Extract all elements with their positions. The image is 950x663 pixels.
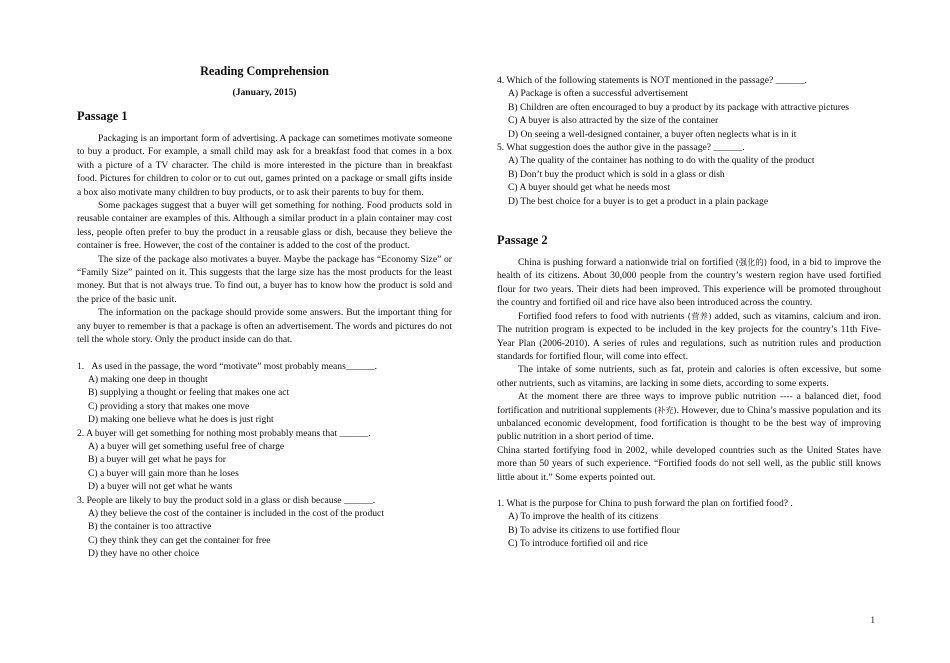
question-5-option-b: B) Don’t buy the product which is sold in a glass or dish	[508, 168, 725, 180]
passage-2-question-1-option-c: C) To introduce fortified oil and rice	[508, 538, 648, 550]
passage-2-paragraph-5: China started fortifying food in 2002, while developed countries such as the United States have more than 50 years of such experience. “Fortified foods do not sell well, as the public still knows little about it.” Some experts pointed out.	[497, 444, 881, 483]
question-2-option-a: A) a buyer will get something useful free of charge	[88, 440, 285, 452]
question-1-option-c: C) providing a story that makes one move	[88, 400, 250, 412]
question-4-option-b: B) Children are often encouraged to buy a product by its package with attractive pictures	[508, 101, 849, 113]
p2-para1-gloss: (强化的)	[735, 258, 768, 268]
question-1-option-b: B) supplying a thought or feeling that makes one act	[88, 387, 290, 399]
p2-para2-text-a: Fortified food refers to food with nutrients	[518, 310, 688, 322]
p2-para4-gloss: (补充)	[654, 405, 677, 415]
passage-1-heading: Passage 1	[77, 109, 128, 123]
page-date: (January, 2015)	[232, 87, 297, 98]
passage-2-question-1: 1. What is the purpose for China to push forward the plan on fortified food? .	[497, 497, 793, 509]
question-1-option-a: A) making one deep in thought	[88, 373, 208, 385]
question-2-option-c: C) a buyer will gain more than he loses	[88, 467, 239, 479]
question-3-option-a: A) they believe the cost of the container is included in the cost of the product	[88, 507, 384, 519]
passage-1-paragraph-2: Some packages suggest that a buyer will get something for nothing. Food products sold in reusable container are examples of this. Although a similar product in a plain container may cost less, people often prefer to buy the product in a reusable glass or dish, because they believe the container is free. However, the cost of the container is added to the cost of the product.	[77, 200, 452, 252]
left-column	[77, 62, 452, 561]
question-3-option-c: C) they think they can get the container for free	[88, 534, 271, 546]
passage-2-paragraph-4	[497, 390, 881, 444]
passage-2-paragraph-3: The intake of some nutrients, such as fat, protein and calories is often excessive, but some other nutrients, such as vitamins, are lacking in some diets, according to some experts.	[497, 364, 881, 389]
question-5-option-c: C) A buyer should get what he needs most	[508, 182, 671, 194]
question-1: 1. As used in the passage, the word “motivate” most probably means______.	[77, 360, 378, 372]
question-2: 2. A buyer will get something for nothing most probably means that ______.	[77, 427, 371, 439]
passage-2-question-1-option-a: A) To improve the health of its citizens	[508, 511, 659, 523]
p2-para2-text-b: added, such as vitamins, calcium and iron. The nutrition program is expected to be included in the key projects for the country’s 11th Five-Year Plan (2006-2010). A series of rules and regulations, such as nutrition rules and production standards for fortified flour, will come into effect.	[497, 310, 881, 362]
question-4-option-d: D) On seeing a well-designed container, a buyer often neglects what is in it	[508, 128, 797, 140]
passage-2-questions	[497, 497, 881, 551]
passage-2-heading: Passage 2	[497, 233, 548, 248]
passage-1-paragraph-3: The size of the package also motivates a buyer. Maybe the package has “Economy Size” or “Family Size” painted on it. This suggests that the large size has the most products for the least money. But that is not always true. To find out, a buyer has to know how the product is sold and the price of the basic unit.	[77, 253, 452, 305]
p2-para1-text-b: food, in a bid to improve the health of its citizens. About 30,000 people from the country’s western region have used fortified flour for two years. Their diets had been improved. This experience will be promoted throughout the country and fortified oil and rice have also been introduced across the country.	[497, 257, 881, 309]
question-2-option-d: D) a buyer will not get what he wants	[88, 481, 233, 493]
passage-2-paragraph-1	[497, 256, 881, 310]
question-3-option-b: B) the container is too attractive	[88, 521, 212, 533]
p2-para2-gloss: (营养)	[687, 311, 712, 321]
passage-1-questions	[77, 360, 452, 561]
question-1-option-d: D) making one believe what he does is just right	[88, 414, 274, 426]
question-3: 3. People are likely to buy the product sold in a glass or dish because ______.	[77, 494, 376, 506]
passage-2-paragraph-2	[497, 310, 881, 364]
question-4: 4. Which of the following statements is NOT mentioned in the passage? ______.	[497, 75, 807, 86]
question-5-option-a: A) The quality of the container has nothing to do with the quality of the product	[508, 155, 815, 167]
question-5-option-d: D) The best choice for a buyer is to get a product in a plain package	[508, 195, 769, 207]
question-4-option-c: C) A buyer is also attracted by the size of the container	[508, 115, 719, 127]
page-title: Reading Comprehension	[200, 64, 329, 78]
passage-1-paragraph-1: Packaging is an important form of advertising. A package can sometimes motivate someone to buy a product. For example, a small child may ask for a breakfast food that comes in a box with a picture of a TV character. The child is more interested in the picture than in breakfast food. Pictures for children to color or to cut out, games printed on a package or small gifts inside a box also motivate many children to buy products, or to ask their parents to buy for them.	[77, 133, 452, 198]
question-5: 5. What suggestion does the author give in the passage? ______.	[497, 142, 745, 154]
right-column	[497, 74, 881, 551]
passage-2-question-1-option-b: B) To advise its citizens to use fortified flour	[508, 524, 680, 536]
page-number: 1	[870, 615, 875, 625]
passage-1-paragraph-4: The information on the package should provide some answers. But the important thing for any buyer to remember is that a package is often an advertisement. The words and pictures do not tell the whole story. Only the product inside can do that.	[77, 307, 452, 346]
question-3-option-d: D) they have no other choice	[88, 548, 200, 560]
p2-para4-text-a: At the moment there are three ways to improve public nutrition ---- a balanced diet, food fortification and nutritional supplements	[497, 391, 881, 416]
p2-para4-text-b: . However, due to China’s massive population and its unbalanced economic development, food fortification is thought to be the best way of improving public nutrition in a short period of time.	[497, 404, 881, 443]
p2-para1-text-a: China is pushing forward a nationwide trial on fortified	[518, 257, 736, 269]
question-4-option-a: A) Package is often a successful advertisement	[508, 88, 689, 100]
question-2-option-b: B) a buyer will get what he pays for	[88, 454, 227, 466]
